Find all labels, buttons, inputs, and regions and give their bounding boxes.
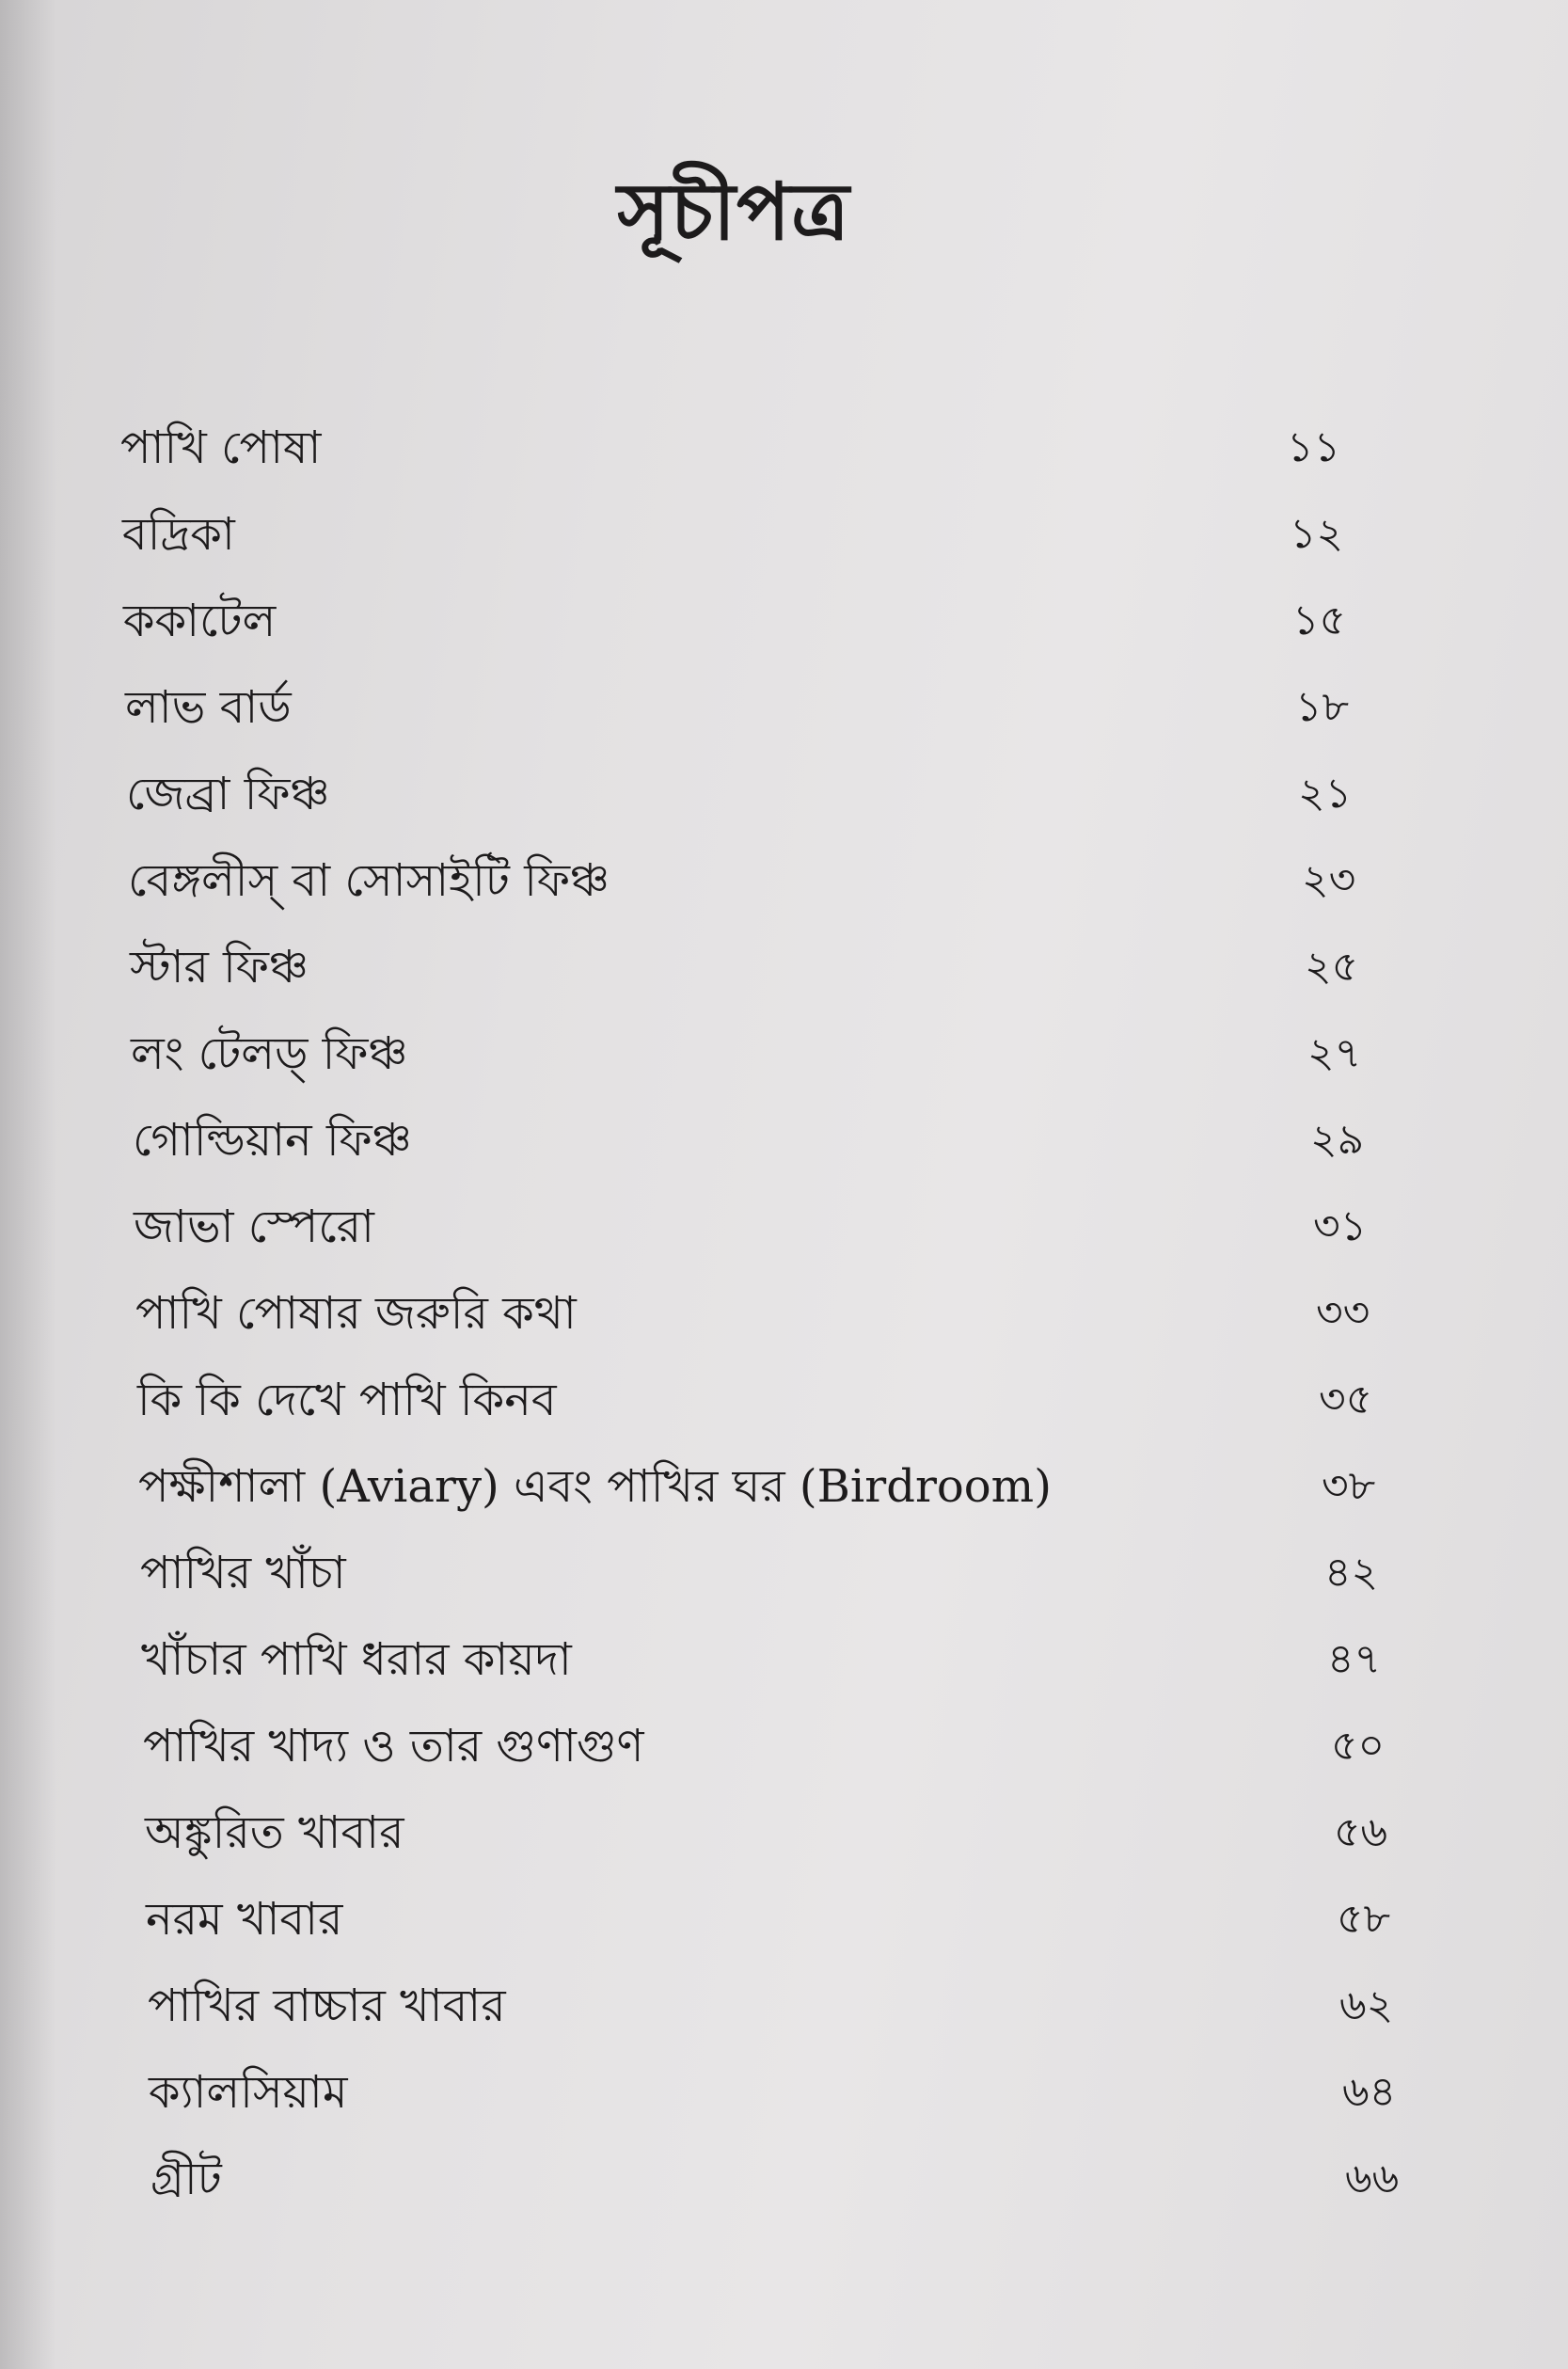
toc-entry-page: ২৫ [1305,943,1359,991]
toc-entry [120,924,1437,1010]
toc-entry-title: পাখির বাচ্চার খাবার [148,1979,506,2032]
toc-entry [120,2049,1437,2136]
page-title: সূচীপত্র [617,165,850,258]
toc-entry [120,1789,1437,1876]
toc-entry [120,1443,1437,1530]
toc-entry-page: ৫৮ [1337,1895,1391,1943]
toc-entry-page: ২১ [1298,770,1353,818]
toc-entry [120,405,1437,491]
toc-entry-page: ২৩ [1302,856,1356,904]
toc-entry-title: পাখি পোষার জরুরি কথা [135,1287,577,1340]
toc-entry [120,1876,1437,1963]
toc-entry-page: ১১ [1287,423,1341,471]
toc-entry-title: লাভ বার্ড [125,681,292,734]
toc-entry-title: জেব্রা ফিঞ্চ [126,768,330,820]
toc-entry [120,1530,1437,1616]
toc-entry [120,491,1437,578]
toc-entry-page: ২৯ [1310,1116,1365,1164]
toc-entry [120,1703,1437,1789]
toc-entry [120,578,1437,664]
toc-entry-page: ৩৩ [1316,1289,1370,1337]
toc-entry [120,1184,1437,1270]
toc-entry-page: ১৮ [1295,683,1350,731]
toc-entry [120,751,1437,837]
toc-entry-title: স্টার ফিঞ্চ [130,941,309,994]
toc-entry-page: ১২ [1290,510,1344,558]
toc-entry-page: ৬৬ [1345,2154,1400,2202]
toc-entry-page: ৩৮ [1322,1462,1376,1510]
toc-entry-title: কি কি দেখে পাখি কিনব [137,1374,557,1426]
toc-entry-title: পাখির খাঁচা [140,1547,346,1599]
toc-entry [120,1010,1437,1097]
toc-entry-title: জাভা স্পেরো [134,1200,374,1253]
toc-entry [120,837,1437,924]
page-gutter-shadow [0,0,56,2369]
toc-entry-page: ৬২ [1339,1981,1394,2029]
toc-entry [120,1357,1437,1443]
toc-entry-title: লং টেলড্ ফিঞ্চ [131,1027,408,1080]
toc-entry [120,2136,1437,2222]
toc-entry-title: অঙ্কুরিত খাবার [145,1806,404,1859]
toc-entry-title: বেঙ্গলীস্ বা সোসাইটি ফিঞ্চ [128,854,610,907]
toc-entry-title: নরম খাবার [146,1893,343,1946]
toc-entry-page: ৪২ [1324,1549,1379,1597]
toc-entry-title: খাঁচার পাখি ধরার কায়দা [141,1633,572,1686]
toc-entry-page: ১৫ [1292,596,1347,644]
toc-entry-title: ক্যালসিয়াম [149,2066,348,2119]
toc-entry [120,1616,1437,1703]
toc-entry-title: পক্ষীশালা (Aviary) এবং পাখির ঘর (Birdroom) [138,1460,1052,1513]
table-of-contents [120,405,1437,2222]
toc-entry [120,664,1437,751]
toc-entry-title: বদ্রিকা [122,508,235,561]
toc-entry-title: ককাটেল [123,595,277,647]
toc-entry-page: ২৭ [1307,1029,1362,1077]
toc-entry-page: ৫৬ [1334,1808,1388,1856]
toc-entry-title: গোল্ডিয়ান ফিঞ্চ [133,1114,412,1167]
toc-entry [120,1270,1437,1357]
toc-entry-page: ৪৭ [1327,1635,1382,1683]
toc-entry-page: ৩৫ [1319,1375,1373,1423]
toc-entry-title: গ্রীট [150,2153,222,2205]
toc-entry-page: ৫০ [1331,1722,1386,1770]
toc-entry-page: ৩১ [1313,1202,1368,1250]
toc-entry-title: পাখি পোষা [120,421,322,474]
toc-entry [120,1097,1437,1184]
toc-entry [120,1963,1437,2049]
toc-entry-page: ৬৪ [1342,2068,1397,2116]
toc-entry-title: পাখির খাদ্য ও তার গুণাগুণ [143,1720,644,1773]
